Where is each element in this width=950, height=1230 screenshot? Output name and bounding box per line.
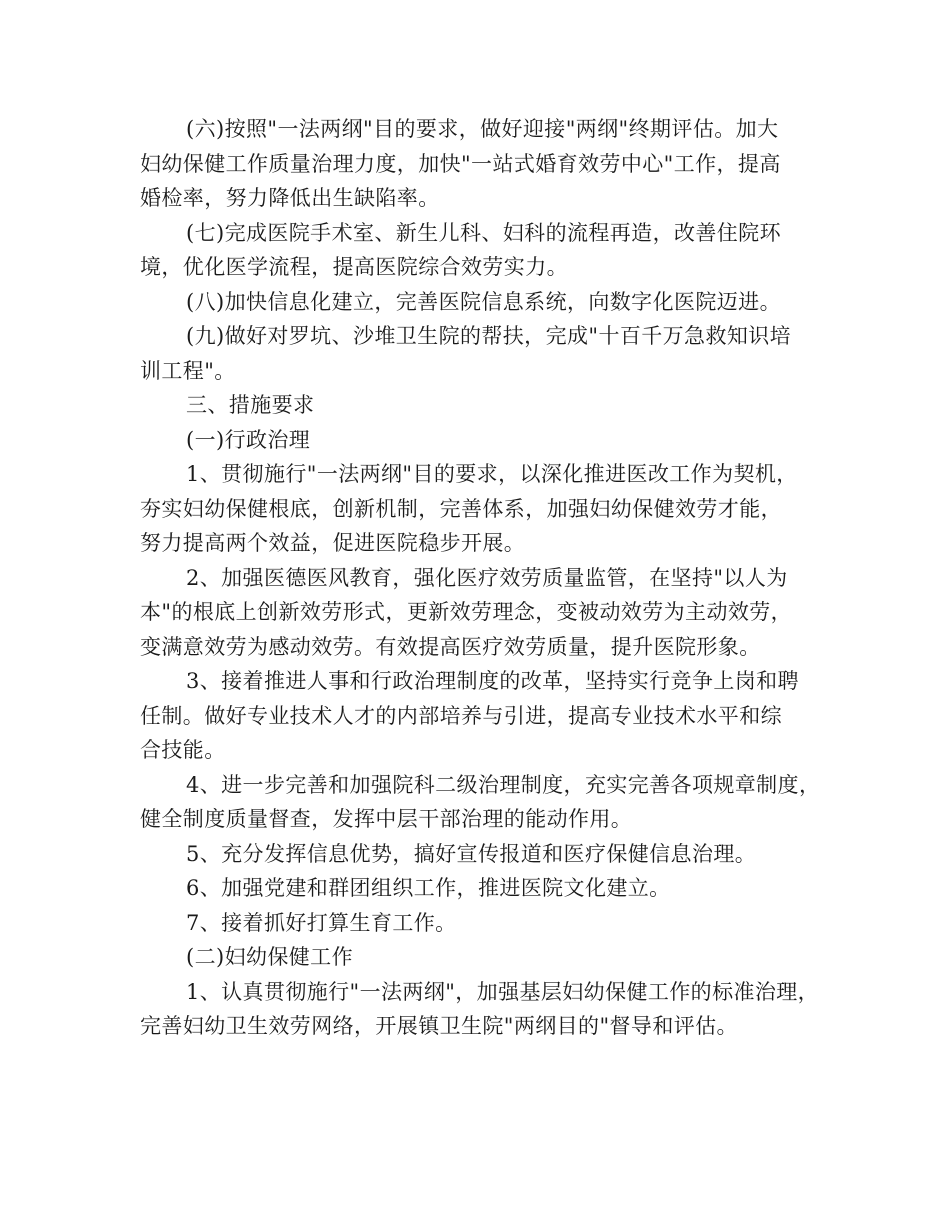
text-line: (九)做好对罗坑、沙堆卫生院的帮扶，完成"十百千万急救知识培 <box>186 324 792 348</box>
paragraph <box>140 837 820 872</box>
text-line: 健全制度质量督查，发挥中层干部治理的能动作用。 <box>140 807 633 831</box>
text-line: (一)行政治理 <box>186 427 311 452</box>
text-line: 2、加强医德医风教育，强化医疗效劳质量监管，在坚持"以人为 <box>186 565 788 590</box>
text-line: 夯实妇幼保健根底，创新机制，完善体系，加强妇幼保健效劳才能， <box>140 496 782 521</box>
text-line: 努力提高两个效益，促进医院稳步开展。 <box>140 531 526 555</box>
text-line: 合技能。 <box>140 738 226 762</box>
text-line: 6、加强党建和群团组织工作，推进医院文化建立。 <box>186 876 671 900</box>
paragraph <box>140 423 820 458</box>
paragraph <box>140 906 820 941</box>
text-line: 完善妇幼卫生效劳网络，开展镇卫生院"两纲目的"督导和评估。 <box>140 1014 738 1038</box>
text-line: 任制。做好专业技术人才的内部培养与引进，提高专业技术水平和综 <box>140 703 782 728</box>
text-line: 境，优化医学流程，提高医院综合效劳实力。 <box>140 255 568 279</box>
text-line: 训工程"。 <box>140 358 236 383</box>
paragraph <box>140 285 820 320</box>
text-line: 5、充分发挥信息优势，搞好宣传报道和医疗保健信息治理。 <box>186 841 757 866</box>
text-line: 三、措施要求 <box>186 393 315 417</box>
text-line: 变满意效劳为感动效劳。有效提高医疗效劳质量，提升医院形象。 <box>140 634 761 659</box>
paragraph <box>140 664 820 768</box>
paragraph <box>140 871 820 906</box>
text-line: (六)按照"一法两纲"目的要求，做好迎接"两纲"终期评估。加大 <box>186 117 779 141</box>
text-line: 7、接着抓好打算生育工作。 <box>186 910 457 935</box>
text-line: 3、接着推进人事和行政治理制度的改革，坚持实行竞争上岗和聘 <box>186 669 799 693</box>
paragraph <box>140 388 820 423</box>
text-line: 婚检率，努力降低出生缺陷率。 <box>140 186 440 210</box>
text-line: 妇幼保健工作质量治理力度，加快"一站式婚育效劳中心"工作，提高 <box>140 151 781 176</box>
text-line: 本"的根底上创新效劳形式，更新效劳理念，变被动效劳为主动效劳， <box>140 600 793 624</box>
paragraph <box>140 112 820 216</box>
paragraph <box>140 216 820 285</box>
paragraph <box>140 319 820 388</box>
text-line: 1、认真贯彻施行"一法两纲"，加强基层妇幼保健工作的标准治理， <box>186 979 820 1004</box>
text-line: 4、进一步完善和加强院科二级治理制度，充实完善各项规章制度， <box>186 772 821 797</box>
document-page <box>140 112 820 1044</box>
text-line: 1、贯彻施行"一法两纲"目的要求，以深化推进医改工作为契机， <box>186 462 798 486</box>
paragraph <box>140 940 820 975</box>
paragraph <box>140 457 820 561</box>
paragraph <box>140 561 820 665</box>
text-line: (二)妇幼保健工作 <box>186 945 353 969</box>
text-line: (七)完成医院手术室、新生儿科、妇科的流程再造，改善住院环 <box>186 220 781 245</box>
paragraph <box>140 975 820 1044</box>
paragraph <box>140 768 820 837</box>
text-line: (八)加快信息化建立，完善医院信息系统，向数字化医院迈进。 <box>186 289 781 314</box>
